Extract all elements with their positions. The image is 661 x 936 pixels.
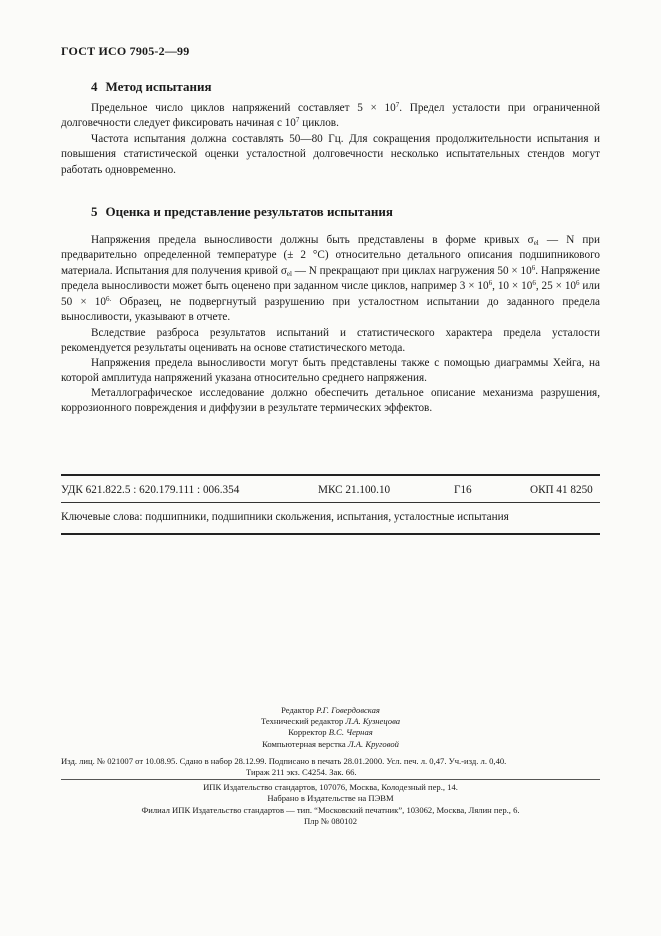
section-5-paragraph-2: Вследствие разброса результатов испытаний и статистического характера предела усталости рекомендуется результаты оценивать на основе статистического метода. (61, 327, 600, 355)
credit-proofreader (0, 727, 661, 738)
text-run: , 10 × 10 (492, 280, 533, 293)
okp-code: ОКП 41 8250 (530, 484, 593, 496)
credit-editor (0, 705, 661, 716)
section-5-paragraph-4: Металлографическое исследование должно обеспечить детальное описание механизма разрушения, коррозионного повреждения и диффузии в результате термических эффектов. (61, 387, 600, 415)
section-5-heading (91, 204, 393, 220)
keywords-line: Ключевые слова: подшипники, подшипники скольжения, испытания, усталостные испытания (61, 511, 509, 523)
section-5-title: Оценка и представление результатов испытания (105, 204, 393, 219)
text-run: — N прекращают при циклах нагружения 50 × 10 (291, 264, 532, 277)
credit-name: Л.А. Кузнецова (345, 716, 401, 727)
section-4-title: Метод испытания (105, 79, 212, 94)
credit-name: В.С. Черная (328, 727, 373, 738)
udk-code: УДК 621.822.5 : 620.179.111 : 006.354 (61, 484, 240, 496)
superscript: 6 (532, 279, 536, 288)
credit-role: Технический редактор (260, 716, 346, 727)
section-5-paragraph-1 (61, 233, 600, 325)
group-code: Г16 (454, 484, 472, 496)
superscript: 6 (531, 263, 536, 272)
superscript: 6. (105, 294, 112, 303)
credit-role: Компьютерная верстка (262, 738, 348, 749)
superscript: 7 (295, 116, 300, 125)
license-number: Плр № 080102 (303, 816, 358, 827)
text-run: Образец, не подвергнутый разрушению при усталостном испытании до заданного предела выносливости, указывают в отчете. (61, 295, 600, 324)
printer-address: Филиал ИПК Издательство стандартов — тип. “Московский печатник”, 103062, Москва, Лялин пер., 6. (141, 804, 520, 815)
publisher-address: ИПК Издательство стандартов, 107076, Москва, Колодезный пер., 14. (203, 782, 458, 792)
section-4-paragraph-2: Частота испытания должна составлять 50—80 Гц. Для сокращения продолжительности испытания и повышения статистической оценки усталостной долговечности несколько испытательных стендов могут работать одновременно. (61, 133, 600, 176)
section-4-paragraph-1 (61, 101, 600, 132)
mks-code: МКС 21.100.10 (318, 484, 391, 496)
superscript: 6 (576, 279, 580, 288)
text-run: . Предел усталости при ограниченной долговечности следует фиксировать начиная с 10 (61, 102, 600, 130)
typeset-note: Набрано в Издательстве на ПЭВМ (267, 793, 394, 804)
text-run: циклов. (299, 117, 339, 130)
subscript: el (533, 239, 539, 247)
subscript: el (286, 269, 292, 278)
text-run: . Напряжение предела выносливости может быть оценено при заданном числе циклов, например 3 × 10 (61, 264, 600, 293)
bottom-rule (61, 533, 600, 535)
credit-name: Р.Г. Говердовская (316, 705, 380, 715)
middle-rule (61, 502, 600, 503)
section-5-number: 5 (91, 204, 98, 219)
text-run: , 25 × 10 (535, 280, 577, 293)
credit-layout (0, 739, 661, 750)
top-rule (61, 474, 600, 476)
text-run: Напряжения предела выносливости должны быть представлены в форме кривых σ (91, 234, 534, 246)
standard-designation: ГОСТ ИСО 7905-2—99 (61, 44, 190, 58)
section-5-paragraph-3: Напряжения предела выносливости могут быть представлены также с помощью диаграммы Хейга, на которой амплитуда напряжений указана относительно среднего напряжения. (61, 357, 600, 385)
superscript: 7 (395, 101, 400, 109)
publishing-details: Изд. лиц. № 021007 от 10.08.95. Сдано в набор 28.12.99. Подписано в печать 28.01.2000. Усл. печ. л. 0,47. Уч.-изд. л. 0,40. (61, 756, 507, 766)
text-run: — N при предварительно определенной температуре (± 2 °С) относительно детального описания подшипникового материала. Испытания для получения кривой σ (61, 234, 600, 277)
superscript: 6 (488, 279, 493, 288)
text-run: или 50 × 10 (61, 280, 600, 308)
credits-block (0, 705, 661, 750)
credit-role: Корректор (288, 727, 329, 738)
imprint-rule (61, 779, 600, 780)
credit-name: Л.А. Круговой (347, 738, 399, 749)
section-4-number: 4 (91, 79, 98, 94)
section-4-heading (91, 79, 212, 95)
credit-tech-editor (0, 716, 661, 727)
publisher-footer (0, 782, 661, 828)
text-run: Предельное число циклов напряжений составляет 5 × 10 (91, 102, 396, 114)
credit-role: Редактор (281, 705, 317, 715)
print-run-details: Тираж 211 экз. С4254. Зак. 66. (246, 767, 357, 777)
